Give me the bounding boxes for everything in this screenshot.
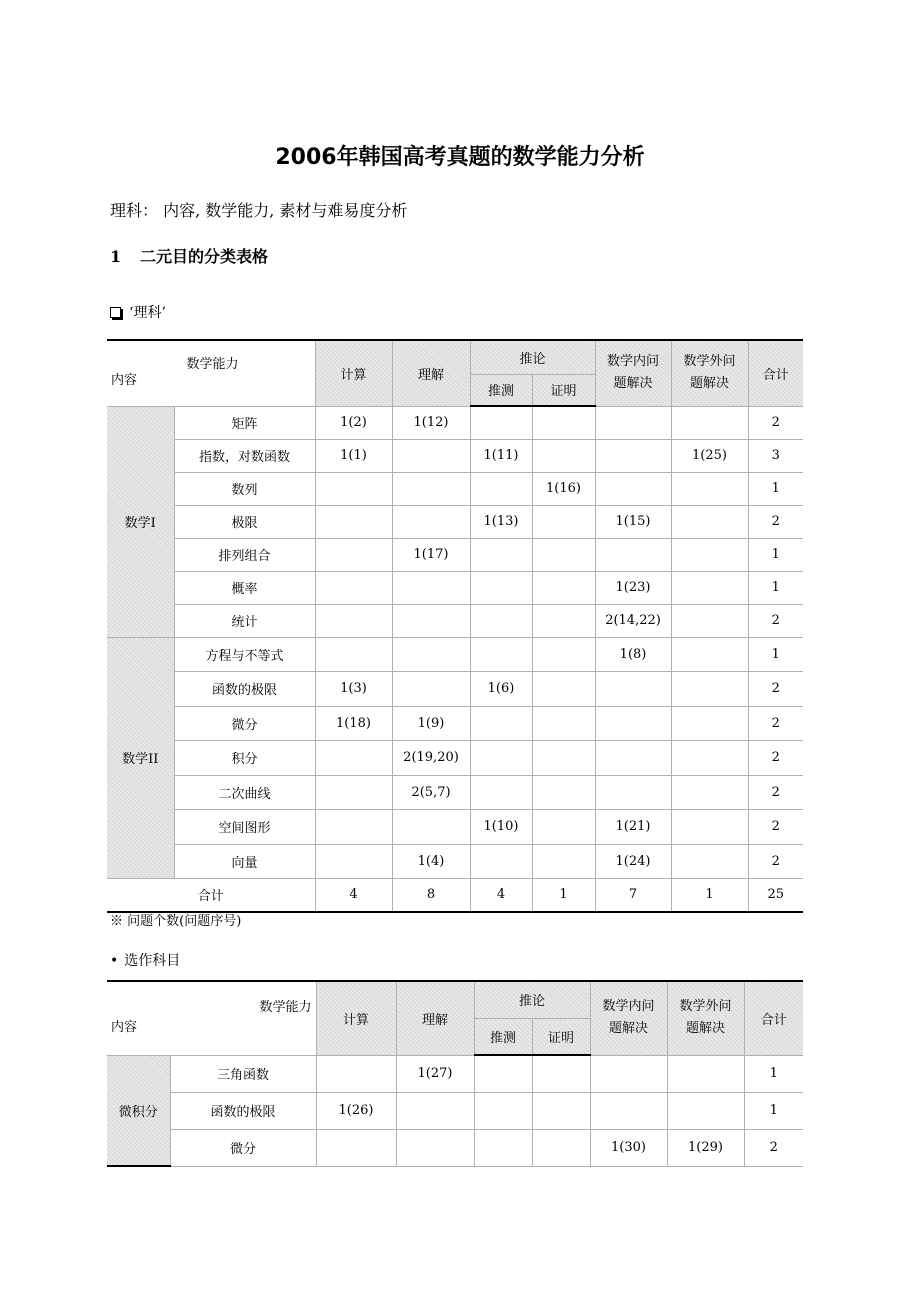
data-cell: [392, 472, 470, 505]
elective-classification-table: [107, 980, 803, 1167]
science-classification-table: [107, 339, 803, 913]
data-cell: 1(4): [392, 844, 470, 879]
data-cell: [671, 672, 748, 707]
data-cell: 1(15): [595, 505, 671, 538]
data-cell: 1(6): [470, 672, 532, 707]
header-inner-problem: 数学内问 题解决: [590, 981, 667, 1055]
page-title: 2006年韩国高考真题的数学能力分析: [275, 145, 645, 170]
data-cell: 2(14,22): [595, 604, 671, 637]
data-cell: 1(3): [315, 672, 392, 707]
data-cell: 3: [748, 439, 803, 472]
data-cell: [396, 1129, 474, 1166]
data-cell: [671, 604, 748, 637]
totals-label: 合计: [107, 879, 315, 912]
data-cell: [316, 1055, 396, 1092]
table-row: [107, 741, 803, 776]
data-cell: [595, 672, 671, 707]
table-row: [107, 538, 803, 571]
data-cell: [671, 538, 748, 571]
total-cell: 8: [392, 879, 470, 912]
header-ability: 数学能力: [186, 357, 239, 372]
checkbox-bullet-icon: [110, 307, 121, 318]
table1-label: [110, 302, 166, 322]
data-cell: [470, 775, 532, 810]
data-cell: [532, 538, 595, 571]
data-cell: [671, 406, 748, 439]
data-cell: [595, 538, 671, 571]
table-row: [107, 810, 803, 845]
data-cell: 2: [748, 706, 803, 741]
total-cell: 1: [671, 879, 748, 912]
topic-cell: 概率: [174, 571, 315, 604]
data-cell: [671, 637, 748, 672]
data-cell: 1(1): [315, 439, 392, 472]
data-cell: [532, 1092, 590, 1129]
header-corner: [107, 981, 316, 1055]
data-cell: [470, 741, 532, 776]
table-row: [107, 844, 803, 879]
header-content: 内容: [111, 372, 138, 388]
data-cell: [315, 604, 392, 637]
data-cell: [315, 775, 392, 810]
data-cell: 1(17): [392, 538, 470, 571]
data-cell: [315, 637, 392, 672]
header-reasoning: 推论: [474, 981, 590, 1018]
table1-label-text: ‘理科’: [129, 305, 166, 321]
table-row: [107, 706, 803, 741]
data-cell: 2: [748, 406, 803, 439]
table-row: [107, 637, 803, 672]
header-calc: 计算: [315, 340, 392, 406]
data-cell: [470, 706, 532, 741]
data-cell: [532, 775, 595, 810]
data-cell: [532, 637, 595, 672]
data-cell: [532, 672, 595, 707]
bullet-icon: •: [110, 953, 119, 969]
data-cell: [595, 741, 671, 776]
data-cell: [470, 406, 532, 439]
totals-row: [107, 879, 803, 912]
data-cell: 1(8): [595, 637, 671, 672]
topic-cell: 函数的极限: [170, 1092, 316, 1129]
header-proof: 证明: [532, 374, 595, 406]
data-cell: [532, 571, 595, 604]
data-cell: [671, 810, 748, 845]
header-ability: 数学能力: [259, 1000, 312, 1015]
total-cell: 7: [595, 879, 671, 912]
data-cell: 1(25): [671, 439, 748, 472]
data-cell: [595, 775, 671, 810]
group-label: 数学II: [107, 637, 174, 879]
data-cell: 1: [744, 1055, 803, 1092]
topic-cell: 三角函数: [170, 1055, 316, 1092]
total-cell: 4: [470, 879, 532, 912]
header-inner-problem: 数学内问 题解决: [595, 340, 671, 406]
data-cell: 1(12): [392, 406, 470, 439]
data-cell: [532, 439, 595, 472]
table-row: [107, 1129, 803, 1166]
data-cell: 2(5,7): [392, 775, 470, 810]
data-cell: [532, 706, 595, 741]
header-understand: 理解: [396, 981, 474, 1055]
data-cell: [396, 1092, 474, 1129]
data-cell: [671, 741, 748, 776]
data-cell: 1: [748, 571, 803, 604]
table-row: [107, 571, 803, 604]
data-cell: 1: [744, 1092, 803, 1129]
topic-cell: 统计: [174, 604, 315, 637]
header-understand: 理解: [392, 340, 470, 406]
data-cell: [595, 472, 671, 505]
data-cell: 2: [748, 505, 803, 538]
section-number: 1: [110, 247, 122, 266]
table-row: [107, 439, 803, 472]
data-cell: [532, 741, 595, 776]
data-cell: [315, 810, 392, 845]
data-cell: [595, 406, 671, 439]
data-cell: [316, 1129, 396, 1166]
data-cell: 1(10): [470, 810, 532, 845]
data-cell: 2: [748, 775, 803, 810]
data-cell: [532, 604, 595, 637]
data-cell: 1(24): [595, 844, 671, 879]
header-guess: 推测: [470, 374, 532, 406]
data-cell: 1(2): [315, 406, 392, 439]
header-outer-problem: 数学外问 题解决: [667, 981, 744, 1055]
topic-cell: 方程与不等式: [174, 637, 315, 672]
table-row: [107, 672, 803, 707]
section-heading: [110, 244, 268, 267]
header-corner: [107, 340, 315, 406]
data-cell: 1(18): [315, 706, 392, 741]
data-cell: [392, 571, 470, 604]
data-cell: [315, 505, 392, 538]
data-cell: [474, 1092, 532, 1129]
data-cell: 2: [748, 810, 803, 845]
data-cell: [470, 637, 532, 672]
table-row: [107, 775, 803, 810]
data-cell: [470, 538, 532, 571]
table-row: [107, 472, 803, 505]
data-cell: [470, 604, 532, 637]
data-cell: [590, 1055, 667, 1092]
data-cell: 1(11): [470, 439, 532, 472]
data-cell: 1(30): [590, 1129, 667, 1166]
data-cell: [671, 844, 748, 879]
topic-cell: 极限: [174, 505, 315, 538]
header-total: 合计: [748, 340, 803, 406]
header-total: 合计: [744, 981, 803, 1055]
data-cell: 1(13): [470, 505, 532, 538]
data-cell: [671, 706, 748, 741]
data-cell: [671, 472, 748, 505]
group-label: 数学I: [107, 406, 174, 637]
data-cell: [671, 775, 748, 810]
table-row: [107, 406, 803, 439]
data-cell: [470, 472, 532, 505]
data-cell: [315, 741, 392, 776]
topic-cell: 二次曲线: [174, 775, 315, 810]
table-row: [107, 1092, 803, 1129]
data-cell: [392, 505, 470, 538]
data-cell: [392, 672, 470, 707]
table-row: [107, 604, 803, 637]
data-cell: 2: [748, 741, 803, 776]
data-cell: [671, 505, 748, 538]
table2-label: [110, 950, 180, 970]
data-cell: [392, 637, 470, 672]
header-content: 内容: [111, 1019, 138, 1035]
data-cell: [470, 571, 532, 604]
data-cell: 2: [748, 672, 803, 707]
data-cell: [532, 406, 595, 439]
table-row: [107, 505, 803, 538]
data-cell: 1(29): [667, 1129, 744, 1166]
header-outer-problem: 数学外问 题解决: [671, 340, 748, 406]
data-cell: [532, 810, 595, 845]
data-cell: [392, 810, 470, 845]
header-proof: 证明: [532, 1018, 590, 1055]
data-cell: 2: [744, 1129, 803, 1166]
topic-cell: 排列组合: [174, 538, 315, 571]
data-cell: 1: [748, 637, 803, 672]
topic-cell: 函数的极限: [174, 672, 315, 707]
data-cell: [315, 571, 392, 604]
data-cell: [590, 1092, 667, 1129]
data-cell: 1(9): [392, 706, 470, 741]
data-cell: [315, 538, 392, 571]
data-cell: 1: [748, 472, 803, 505]
total-cell: 4: [315, 879, 392, 912]
data-cell: [595, 706, 671, 741]
data-cell: [315, 472, 392, 505]
data-cell: 1(26): [316, 1092, 396, 1129]
topic-cell: 微分: [174, 706, 315, 741]
topic-cell: 指数，对数函数: [174, 439, 315, 472]
data-cell: [667, 1055, 744, 1092]
data-cell: [667, 1092, 744, 1129]
table-note: ※ 问题个数(问题序号): [110, 914, 242, 929]
data-cell: [532, 1129, 590, 1166]
topic-cell: 数列: [174, 472, 315, 505]
data-cell: [595, 439, 671, 472]
data-cell: [532, 505, 595, 538]
table2-label-text: 选作科目: [124, 953, 181, 969]
topic-cell: 矩阵: [174, 406, 315, 439]
data-cell: 2: [748, 604, 803, 637]
header-reasoning: 推论: [470, 340, 595, 374]
subtitle: 理科： 内容, 数学能力, 素材与难易度分析: [110, 201, 408, 220]
data-cell: 1(16): [532, 472, 595, 505]
data-cell: [474, 1129, 532, 1166]
section-label: 二元目的分类表格: [140, 247, 269, 266]
data-cell: [392, 604, 470, 637]
data-cell: 1: [748, 538, 803, 571]
topic-cell: 积分: [174, 741, 315, 776]
data-cell: 2: [748, 844, 803, 879]
data-cell: [474, 1055, 532, 1092]
data-cell: [392, 439, 470, 472]
topic-cell: 空间图形: [174, 810, 315, 845]
data-cell: [532, 844, 595, 879]
data-cell: 1(21): [595, 810, 671, 845]
topic-cell: 微分: [170, 1129, 316, 1166]
header-guess: 推测: [474, 1018, 532, 1055]
data-cell: 1(27): [396, 1055, 474, 1092]
data-cell: [532, 1055, 590, 1092]
group-label: 微积分: [107, 1055, 170, 1166]
header-calc: 计算: [316, 981, 396, 1055]
data-cell: 1(23): [595, 571, 671, 604]
data-cell: [671, 571, 748, 604]
total-cell: 1: [532, 879, 595, 912]
data-cell: [470, 844, 532, 879]
data-cell: 2(19,20): [392, 741, 470, 776]
total-cell: 25: [748, 879, 803, 912]
topic-cell: 向量: [174, 844, 315, 879]
data-cell: [315, 844, 392, 879]
table-row: [107, 1055, 803, 1092]
